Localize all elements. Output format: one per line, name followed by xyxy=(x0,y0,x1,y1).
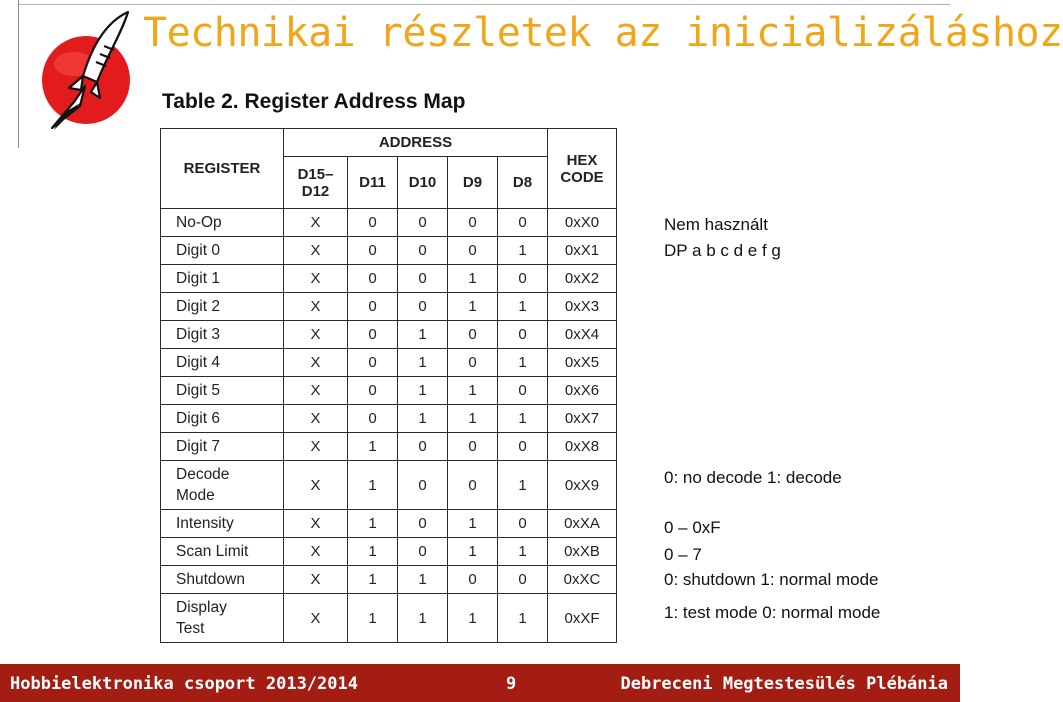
hex-code-cell: 0xXB xyxy=(548,538,617,566)
page-number: 9 xyxy=(506,674,517,694)
table-row xyxy=(161,293,617,321)
address-bit-cell-d11: 0 xyxy=(348,293,398,321)
table-row xyxy=(161,433,617,461)
address-bit-cell-d10: 1 xyxy=(398,566,448,594)
address-bit-cell-d11: 0 xyxy=(348,209,398,237)
address-bit-cell-d8: 1 xyxy=(498,538,548,566)
register-name-cell: Digit 1 xyxy=(161,265,284,293)
slide-frame-top-rule xyxy=(18,4,950,5)
address-bit-cell-d9: 1 xyxy=(448,538,498,566)
hex-code-cell: 0xX1 xyxy=(548,237,617,265)
address-bit-cell-d15: X xyxy=(284,510,348,538)
address-bit-cell-d8: 0 xyxy=(498,209,548,237)
address-bit-cell-d11: 0 xyxy=(348,405,398,433)
note-intensity: 0 – 0xF xyxy=(664,518,721,537)
address-bit-cell-d10: 0 xyxy=(398,265,448,293)
footer-bar xyxy=(0,664,960,702)
rocket-icon xyxy=(36,6,144,134)
address-bit-cell-d8: 0 xyxy=(498,566,548,594)
address-bit-cell-d15: X xyxy=(284,293,348,321)
table-body xyxy=(161,209,617,643)
address-bit-cell-d8: 1 xyxy=(498,405,548,433)
address-bit-cell-d8: 0 xyxy=(498,510,548,538)
address-bit-cell-d9: 1 xyxy=(448,377,498,405)
address-bit-cell-d8: 1 xyxy=(498,349,548,377)
address-bit-cell-d8: 0 xyxy=(498,433,548,461)
address-bit-cell-d10: 1 xyxy=(398,594,448,643)
hex-code-cell: 0xX5 xyxy=(548,349,617,377)
header-d15-d12: D15– D12 xyxy=(284,157,348,209)
table-row xyxy=(161,405,617,433)
table-row xyxy=(161,265,617,293)
register-name-cell: Intensity xyxy=(161,510,284,538)
hex-code-cell: 0xX3 xyxy=(548,293,617,321)
address-bit-cell-d11: 0 xyxy=(348,265,398,293)
address-bit-cell-d9: 0 xyxy=(448,461,498,510)
hex-code-cell: 0xX2 xyxy=(548,265,617,293)
header-d8: D8 xyxy=(498,157,548,209)
address-bit-cell-d8: 0 xyxy=(498,377,548,405)
note-display-test: 1: test mode 0: normal mode xyxy=(664,603,881,622)
register-name-cell: Shutdown xyxy=(161,566,284,594)
table-row xyxy=(161,566,617,594)
address-bit-cell-d15: X xyxy=(284,265,348,293)
address-bit-cell-d15: X xyxy=(284,237,348,265)
note-shutdown: 0: shutdown 1: normal mode xyxy=(664,570,879,589)
table-row xyxy=(161,209,617,237)
hex-code-cell: 0xXA xyxy=(548,510,617,538)
register-name-cell: Decode Mode xyxy=(161,461,284,510)
address-bit-cell-d15: X xyxy=(284,349,348,377)
address-bit-cell-d9: 1 xyxy=(448,594,498,643)
address-bit-cell-d11: 0 xyxy=(348,349,398,377)
address-bit-cell-d8: 0 xyxy=(498,265,548,293)
address-bit-cell-d10: 1 xyxy=(398,377,448,405)
address-bit-cell-d11: 0 xyxy=(348,237,398,265)
register-name-cell: Digit 5 xyxy=(161,377,284,405)
register-address-table xyxy=(160,128,617,643)
address-bit-cell-d9: 0 xyxy=(448,433,498,461)
footer-parish-name: Debreceni Megtestesülés Plébánia xyxy=(620,674,948,694)
address-bit-cell-d11: 1 xyxy=(348,510,398,538)
address-bit-cell-d10: 0 xyxy=(398,209,448,237)
address-bit-cell-d11: 1 xyxy=(348,538,398,566)
address-bit-cell-d15: X xyxy=(284,321,348,349)
hex-code-cell: 0xX0 xyxy=(548,209,617,237)
address-bit-cell-d9: 1 xyxy=(448,510,498,538)
register-name-cell: Display Test xyxy=(161,594,284,643)
address-bit-cell-d11: 1 xyxy=(348,433,398,461)
table-caption: Table 2. Register Address Map xyxy=(162,90,466,113)
table-row xyxy=(161,538,617,566)
address-bit-cell-d11: 0 xyxy=(348,321,398,349)
address-bit-cell-d15: X xyxy=(284,209,348,237)
address-bit-cell-d10: 0 xyxy=(398,461,448,510)
hex-code-cell: 0xX9 xyxy=(548,461,617,510)
address-bit-cell-d8: 1 xyxy=(498,293,548,321)
address-bit-cell-d10: 0 xyxy=(398,433,448,461)
register-name-cell: Digit 2 xyxy=(161,293,284,321)
register-name-cell: Digit 4 xyxy=(161,349,284,377)
hex-code-cell: 0xX6 xyxy=(548,377,617,405)
hex-code-cell: 0xX8 xyxy=(548,433,617,461)
slide-title: Technikai részletek az inicializáláshoz xyxy=(143,10,1063,56)
address-bit-cell-d15: X xyxy=(284,405,348,433)
table-row xyxy=(161,321,617,349)
address-bit-cell-d9: 0 xyxy=(448,321,498,349)
address-bit-cell-d11: 0 xyxy=(348,377,398,405)
header-d9: D9 xyxy=(448,157,498,209)
table-row xyxy=(161,594,617,643)
address-bit-cell-d15: X xyxy=(284,377,348,405)
header-hex-code: HEX CODE xyxy=(548,129,617,209)
header-address: ADDRESS xyxy=(284,129,548,157)
register-name-cell: Digit 0 xyxy=(161,237,284,265)
register-name-cell: Scan Limit xyxy=(161,538,284,566)
address-bit-cell-d9: 0 xyxy=(448,566,498,594)
hex-code-cell: 0xX7 xyxy=(548,405,617,433)
address-bit-cell-d10: 1 xyxy=(398,405,448,433)
header-d11: D11 xyxy=(348,157,398,209)
address-bit-cell-d9: 1 xyxy=(448,405,498,433)
address-bit-cell-d9: 0 xyxy=(448,237,498,265)
footer-group-name: Hobbielektronika csoport 2013/2014 xyxy=(10,674,358,694)
address-bit-cell-d10: 0 xyxy=(398,510,448,538)
address-bit-cell-d10: 1 xyxy=(398,321,448,349)
address-bit-cell-d10: 0 xyxy=(398,293,448,321)
note-digit-segments: DP a b c d e f g xyxy=(664,241,781,260)
register-name-cell: No-Op xyxy=(161,209,284,237)
hex-code-cell: 0xXF xyxy=(548,594,617,643)
note-decode-mode: 0: no decode 1: decode xyxy=(664,468,842,487)
address-bit-cell-d9: 0 xyxy=(448,209,498,237)
address-bit-cell-d8: 1 xyxy=(498,594,548,643)
address-bit-cell-d8: 1 xyxy=(498,237,548,265)
table-row xyxy=(161,349,617,377)
table-row xyxy=(161,461,617,510)
hex-code-cell: 0xX4 xyxy=(548,321,617,349)
address-bit-cell-d10: 1 xyxy=(398,349,448,377)
address-bit-cell-d15: X xyxy=(284,433,348,461)
address-bit-cell-d10: 0 xyxy=(398,237,448,265)
table-row xyxy=(161,510,617,538)
table-row xyxy=(161,237,617,265)
table-row xyxy=(161,377,617,405)
address-bit-cell-d15: X xyxy=(284,538,348,566)
hex-code-cell: 0xXC xyxy=(548,566,617,594)
header-register: REGISTER xyxy=(161,129,284,209)
address-bit-cell-d10: 0 xyxy=(398,538,448,566)
address-bit-cell-d15: X xyxy=(284,594,348,643)
header-d10: D10 xyxy=(398,157,448,209)
note-scan-limit: 0 – 7 xyxy=(664,545,702,564)
address-bit-cell-d11: 1 xyxy=(348,461,398,510)
address-bit-cell-d8: 0 xyxy=(498,321,548,349)
register-name-cell: Digit 7 xyxy=(161,433,284,461)
address-bit-cell-d9: 0 xyxy=(448,349,498,377)
address-bit-cell-d11: 1 xyxy=(348,594,398,643)
address-bit-cell-d11: 1 xyxy=(348,566,398,594)
address-bit-cell-d9: 1 xyxy=(448,265,498,293)
address-bit-cell-d15: X xyxy=(284,566,348,594)
address-bit-cell-d15: X xyxy=(284,461,348,510)
address-bit-cell-d8: 1 xyxy=(498,461,548,510)
slide-frame-left-rule xyxy=(18,0,19,148)
address-bit-cell-d9: 1 xyxy=(448,293,498,321)
register-name-cell: Digit 3 xyxy=(161,321,284,349)
note-nop: Nem használt xyxy=(664,215,768,234)
register-name-cell: Digit 6 xyxy=(161,405,284,433)
